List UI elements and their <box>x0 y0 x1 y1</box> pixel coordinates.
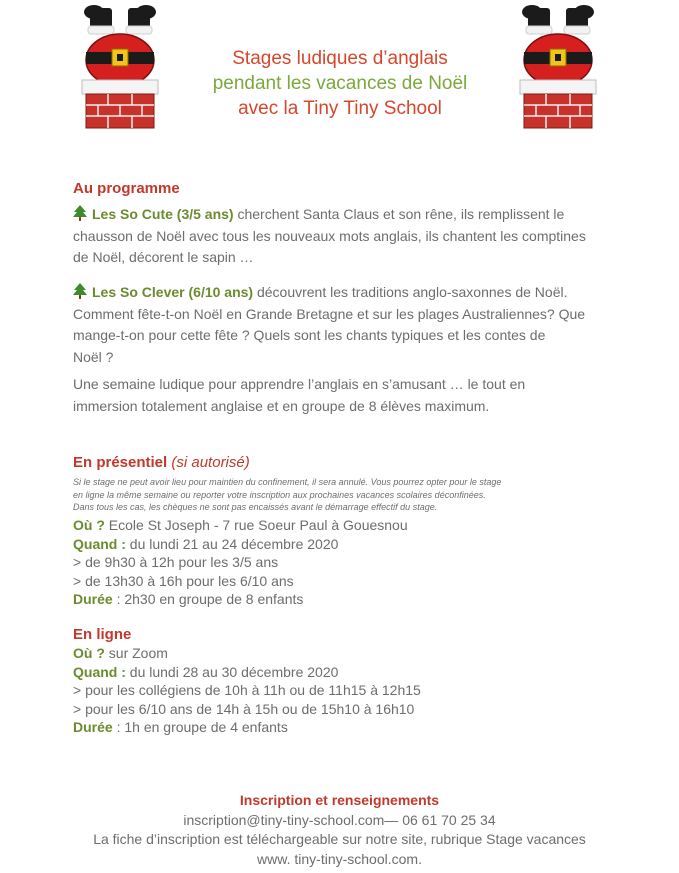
footer-website-link[interactable]: www. tiny-tiny-school.com. <box>257 850 422 867</box>
footer-title: Inscription et renseignements <box>239 792 440 808</box>
so-cute-text-3: de Noël, décorent le sapin … <box>73 249 254 265</box>
presentiel-details <box>73 516 633 609</box>
header-line-2: pendant les vacances de Noël <box>212 73 468 94</box>
enligne-quand-value: du lundi 28 au 30 décembre 2020 <box>125 663 339 680</box>
page-header <box>170 46 510 121</box>
so-cute-text-1: cherchent Santa Claus et son rêne, ils remplissent le <box>233 206 565 222</box>
note-line-2: en ligne la même semaine ou reporter votre inscription aux prochaines vacances scolaires déconfinées. <box>73 489 486 500</box>
note-line-3: Dans tous les cas, les chèques ne sont pas encaissés avant le démarrage effectif du stage. <box>73 502 438 512</box>
presentiel-slot-2: > de 13h30 à 16h pour les 6/10 ans <box>73 572 294 589</box>
so-clever-name: Les So Clever (6/10 ans) <box>92 284 254 300</box>
note-line-1: Si le stage ne peut avoir lieu pour maintien du confinement, il sera annulé. Vous pourrez opter pour le stage <box>73 477 502 487</box>
summary-line-2: immersion totalement anglaise et en groupe de 8 élèves maximum. <box>73 397 490 414</box>
footer-line-2: La fiche d’inscription est téléchargeable sur notre site, rubrique Stage vacances <box>93 831 586 847</box>
presentiel-title <box>73 454 250 471</box>
presentiel-ou-value: Ecole St Joseph - 7 rue Soeur Paul à Gouesnou <box>104 517 408 533</box>
header-line-1: Stages ludiques d’anglais <box>232 48 448 69</box>
so-cute-text-2: chausson de Noël avec tous les nouveaux mots anglais, ils chantent les comptines <box>73 227 586 244</box>
header-line-3: avec la Tiny Tiny School <box>238 98 442 119</box>
santa-in-chimney-icon <box>514 4 602 130</box>
presentiel-note <box>73 476 618 514</box>
presentiel-quand-label: Quand : <box>73 535 126 552</box>
programme-title: Au programme <box>73 180 180 197</box>
enligne-quand-label: Quand : <box>73 663 126 680</box>
enligne-details <box>73 644 633 737</box>
presentiel-quand-value: du lundi 21 au 24 décembre 2020 <box>125 535 339 552</box>
so-clever-text-1: découvrent les traditions anglo-saxonnes de Noël. <box>253 284 568 300</box>
christmas-tree-icon <box>73 205 87 221</box>
so-clever-paragraph <box>73 282 613 368</box>
enligne-duree-label: Durée <box>73 719 113 735</box>
enligne-ou-value: sur Zoom <box>104 645 168 661</box>
presentiel-slot-1: > de 9h30 à 12h pour les 3/5 ans <box>73 554 279 570</box>
presentiel-title-text: En présentiel <box>73 454 168 471</box>
so-clever-text-2: Comment fête-t-on Noël en Grande Bretagne et sur les plages Australiennes? Que <box>73 305 586 322</box>
so-clever-text-4: Noël ? <box>73 348 114 365</box>
enligne-slot-2: > pour les 6/10 ans de 14h à 15h ou de 15h10 à 16h10 <box>73 700 415 717</box>
summary-line-1: Une semaine ludique pour apprendre l’anglais en s’amusant … le tout en <box>73 376 526 392</box>
so-cute-name: Les So Cute (3/5 ans) <box>92 206 234 222</box>
footer-contact[interactable]: inscription@tiny-tiny-school.com— 06 61 70 25 34 <box>183 811 496 828</box>
enligne-title: En ligne <box>73 626 132 643</box>
summary-paragraph <box>73 374 613 417</box>
presentiel-title-note: (si autorisé) <box>171 454 250 471</box>
enligne-slot-1: > pour les collégiens de 10h à 11h ou de 11h15 à 12h15 <box>73 682 421 698</box>
christmas-tree-icon <box>73 283 87 299</box>
so-clever-text-3: mange-t-on pour cette fête ? Quels sont les chants typiques et les contes de <box>73 327 546 343</box>
footer <box>0 791 679 869</box>
enligne-duree-value: : 1h en groupe de 4 enfants <box>112 719 288 735</box>
so-cute-paragraph <box>73 204 613 269</box>
presentiel-ou-label: Où ? <box>73 517 105 533</box>
santa-in-chimney-icon <box>76 4 164 130</box>
presentiel-duree-label: Durée <box>73 591 113 607</box>
enligne-ou-label: Où ? <box>73 645 105 661</box>
presentiel-duree-value: : 2h30 en groupe de 8 enfants <box>112 591 304 607</box>
